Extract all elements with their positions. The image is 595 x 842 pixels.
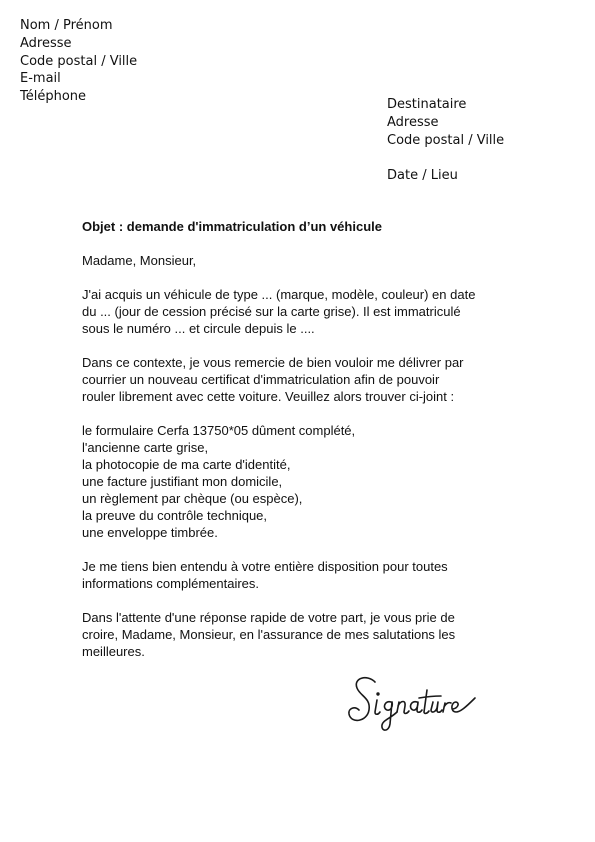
paragraph-line: Je me tiens bien entendu à votre entière disposition pour toutes [82, 559, 448, 574]
paragraph-line: du ... (jour de cession précisé sur la carte grise). Il est immatriculé [82, 304, 461, 319]
paragraph-line: courrier un nouveau certificat d'immatriculation afin de pouvoir [82, 372, 440, 387]
sender-email: E-mail [20, 71, 61, 87]
recipient-name: Destinataire [387, 97, 467, 112]
salutation-line: Madame, Monsieur, [82, 253, 197, 268]
sender-postcode-city: Code postal / Ville [20, 53, 138, 69]
closing-paragraph [82, 609, 532, 660]
paragraph-line: rouler librement avec cette voiture. Veuillez alors trouver ci-joint : [82, 389, 455, 404]
attachment-item: la preuve du contrôle technique, [82, 508, 268, 523]
paragraph-request [82, 354, 532, 405]
attachment-item: une facture justifiant mon domicile, [82, 474, 283, 489]
sender-block [20, 17, 137, 106]
sender-phone: Téléphone [20, 89, 87, 105]
paragraph-availability [82, 558, 532, 592]
paragraph-purchase [82, 286, 532, 337]
attachment-item: un règlement par chèque (ou espèce), [82, 491, 303, 506]
sender-name: Nom / Prénom [20, 18, 113, 33]
paragraph-line: meilleures. [82, 644, 145, 659]
paragraph-line: informations complémentaires. [82, 576, 260, 591]
paragraph-line: Dans ce contexte, je vous remercie de bien vouloir me délivrer par [82, 355, 464, 370]
attachment-item: le formulaire Cerfa 13750*05 dûment complété, [82, 423, 356, 438]
attachment-item: la photocopie de ma carte d'identité, [82, 457, 291, 472]
letter-subject: Objet : demande d'immatriculation d’un véhicule [82, 219, 382, 234]
sender-address: Adresse [20, 35, 72, 51]
attachment-item: une enveloppe timbrée. [82, 525, 218, 540]
paragraph-line: Dans l'attente d'une réponse rapide de votre part, je vous prie de [82, 610, 455, 625]
signature-image [345, 668, 485, 738]
letter-body [82, 218, 532, 660]
attachment-item: l'ancienne carte grise, [82, 440, 209, 455]
spacer [387, 149, 504, 167]
paragraph-line: croire, Madame, Monsieur, en l'assurance de mes salutations les [82, 627, 456, 642]
attachments-list [82, 422, 532, 541]
recipient-address: Adresse [387, 114, 439, 130]
paragraph-line: J'ai acquis un véhicule de type ... (marque, modèle, couleur) en date [82, 287, 476, 302]
recipient-postcode-city: Code postal / Ville [387, 132, 505, 148]
recipient-block [387, 96, 504, 185]
paragraph-line: sous le numéro ... et circule depuis le .... [82, 321, 315, 336]
salutation [82, 252, 532, 269]
date-place: Date / Lieu [387, 168, 458, 184]
